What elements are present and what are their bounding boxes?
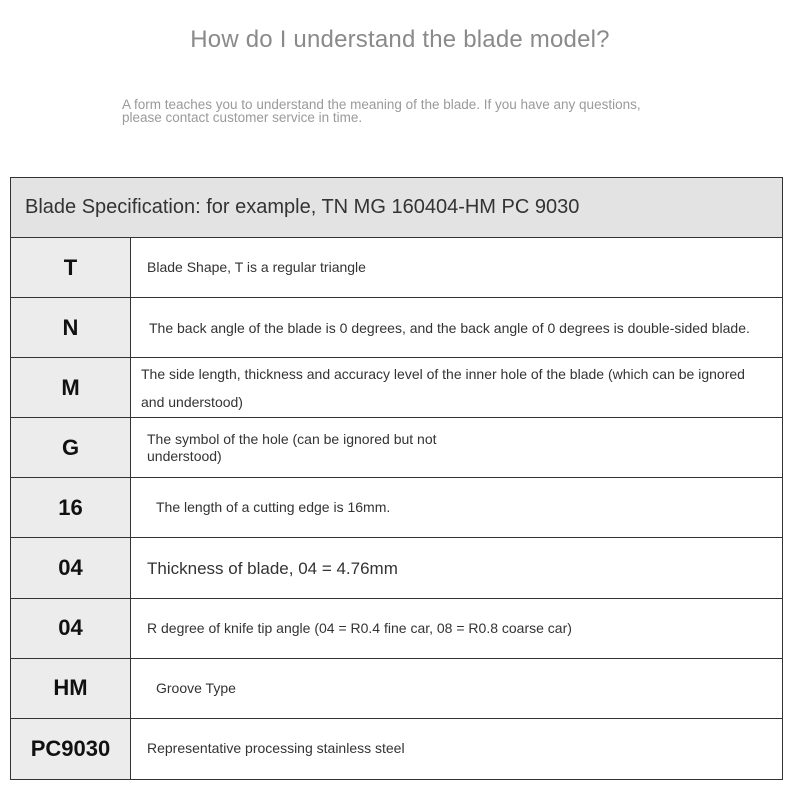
code-cell: 04 (11, 538, 131, 597)
table-row (11, 719, 782, 779)
table-row (11, 238, 782, 298)
code-cell: N (11, 298, 131, 357)
table-row (11, 418, 782, 478)
table-row (11, 599, 782, 659)
description-cell: R degree of knife tip angle (04 = R0.4 fine car, 08 = R0.8 coarse car) (147, 619, 572, 636)
description-text: The symbol of the hole (can be ignored but not understood) (147, 430, 437, 464)
description-cell (131, 418, 782, 477)
page-title: How do I understand the blade model? (190, 26, 610, 53)
description-cell: Groove Type (156, 679, 236, 696)
blade-spec-table (10, 177, 783, 780)
description-cell: The side length, thickness and accuracy level of the inner hole of the blade (which can be ignored and understood) (141, 365, 745, 410)
code-cell: M (11, 358, 131, 417)
code-cell: 16 (11, 478, 131, 537)
description-cell: Thickness of blade, 04 = 4.76mm (147, 558, 398, 578)
code-cell: PC9030 (11, 719, 131, 779)
table-row (11, 659, 782, 719)
page-subtitle: A form teaches you to understand the meaning of the blade. If you have any questions, please contact customer service in time. (122, 97, 641, 125)
description-cell: Representative processing stainless steel (147, 740, 405, 757)
description-cell: Blade Shape, T is a regular triangle (147, 259, 366, 276)
code-cell: HM (11, 659, 131, 718)
table-row (11, 538, 782, 598)
table-row (11, 478, 782, 538)
code-cell: G (11, 418, 131, 477)
table-row (11, 358, 782, 418)
description-cell: The back angle of the blade is 0 degrees, and the back angle of 0 degrees is double-sided blade. (149, 319, 750, 336)
code-cell: 04 (11, 599, 131, 658)
code-cell: T (11, 238, 131, 297)
description-cell: The length of a cutting edge is 16mm. (156, 499, 391, 516)
table-header: Blade Specification: for example, TN MG 160404-HM PC 9030 (11, 178, 782, 238)
table-row (11, 298, 782, 358)
